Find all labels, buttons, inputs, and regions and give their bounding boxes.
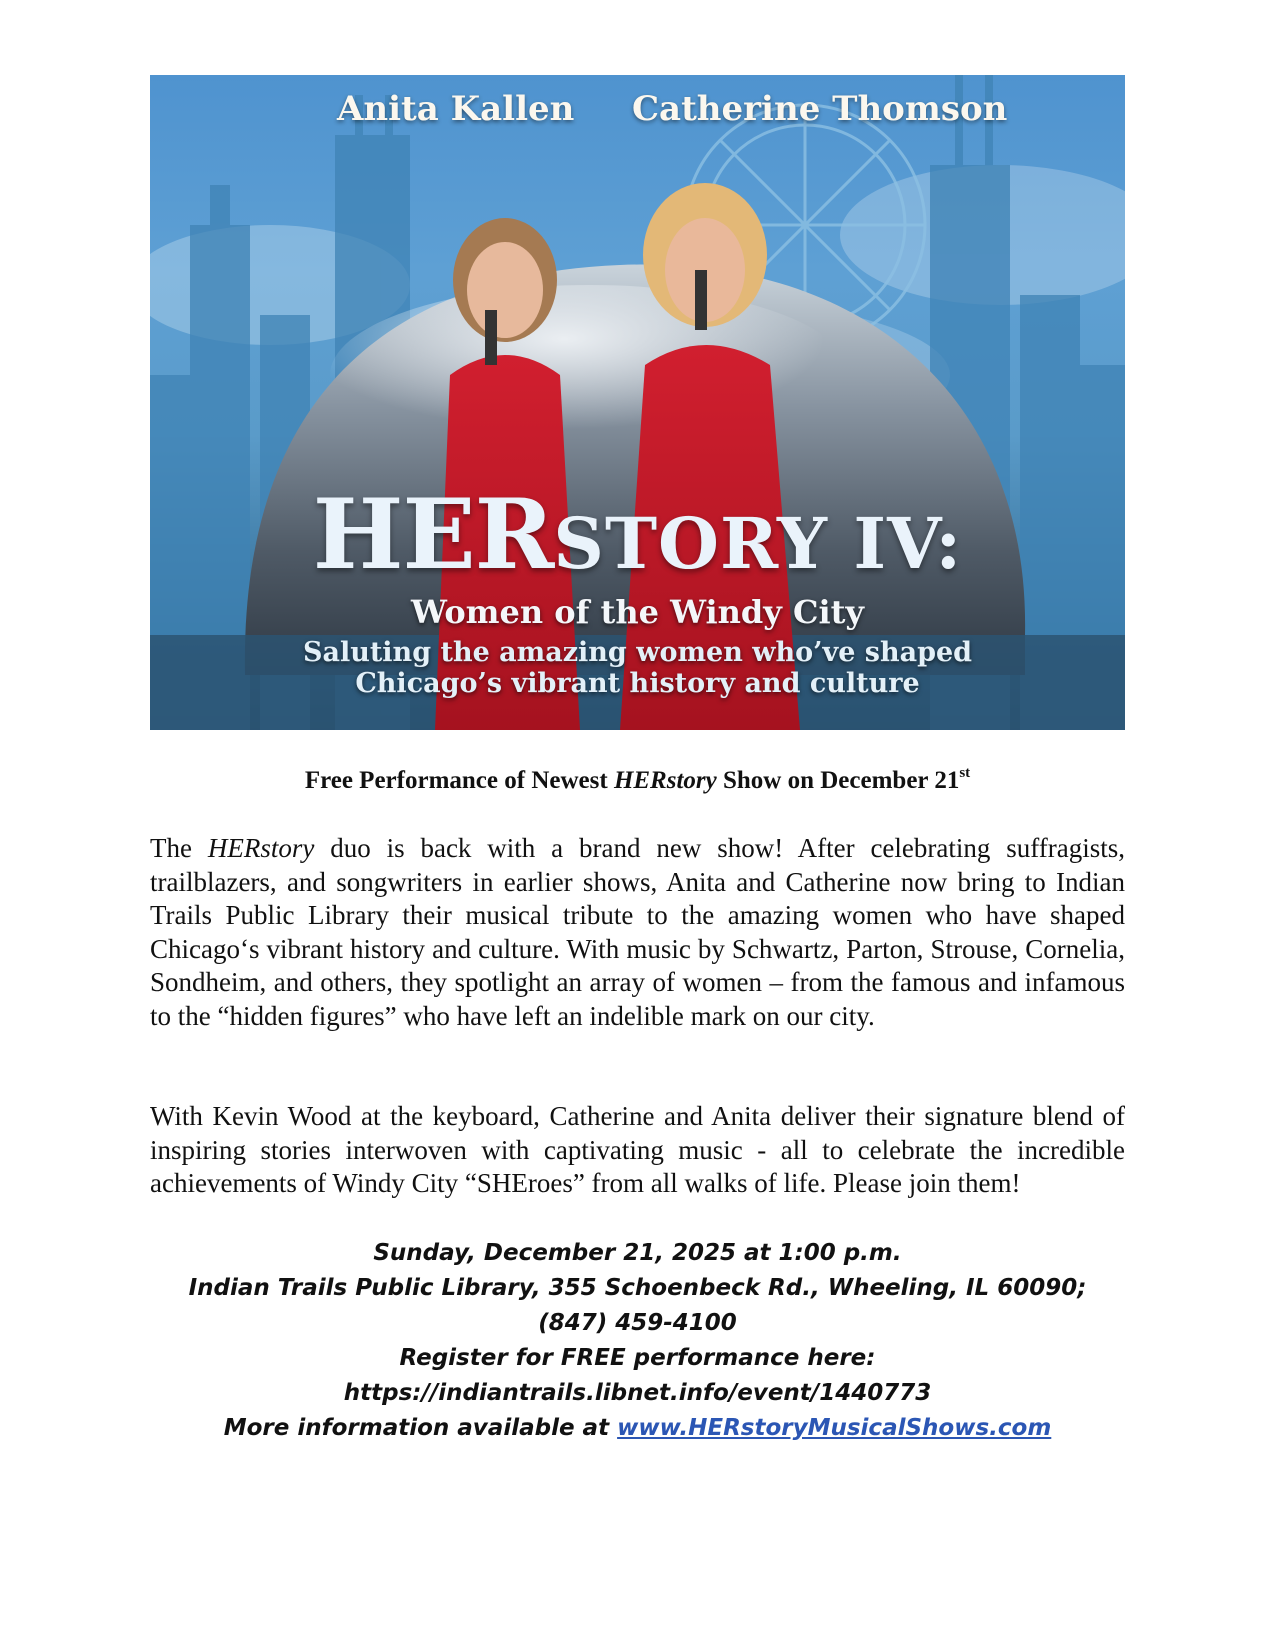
description-paragraph-2: With Kevin Wood at the keyboard, Catherine and Anita deliver their signature blend of inspiring stories interwoven with captivating music - all to celebrate the incredible achievements of Windy City “SHEroes” from all walks of life. Please join them! bbox=[150, 1101, 1125, 1198]
more-info-prefix: More information available at bbox=[223, 1415, 618, 1441]
headline-prefix: Free Performance of Newest bbox=[304, 767, 614, 794]
headline bbox=[150, 767, 1125, 795]
event-details bbox=[150, 1236, 1125, 1446]
description-paragraph-1 bbox=[150, 832, 1125, 1033]
register-label: Register for FREE performance here: bbox=[399, 1345, 876, 1371]
tagline-line-1: Saluting the amazing women who’ve shaped bbox=[302, 637, 973, 668]
tagline-line-2: Chicago’s vibrant history and culture bbox=[355, 668, 920, 699]
performer-left-name: Anita Kallen bbox=[337, 89, 575, 129]
register-url: https://indiantrails.libnet.info/event/1440773 bbox=[343, 1380, 932, 1406]
p1-rest: duo is back with a brand new show! After celebrating suffragists, trailblazers, and songwriters in earlier shows, Anita and Catherine now bring to Indian Trails Public Library their musical tribute to the amazing women who have shaped Chicago‘s vibrant history and culture. With music by Schwartz, Parton, Strouse, Cornelia, Sondheim, and others, they spotlight an array of women – from the famous and infamous to the “hidden figures” who have left an indelible mark on our city. bbox=[150, 833, 1125, 1031]
show-title-rest: STORY IV: bbox=[553, 502, 963, 585]
headline-italic: HERstory bbox=[613, 767, 717, 794]
show-title-her: HER bbox=[312, 478, 554, 591]
website-link[interactable]: www.HERstoryMusicalShows.com bbox=[617, 1415, 1052, 1441]
headline-superscript: st bbox=[959, 765, 971, 781]
performer-right-name: Catherine Thomson bbox=[632, 89, 1008, 129]
p1-prefix: The bbox=[150, 833, 208, 863]
headline-suffix: Show on December 21 bbox=[716, 767, 960, 794]
show-title bbox=[150, 478, 1125, 591]
p1-italic: HERstory bbox=[207, 833, 315, 863]
show-subtitle: Women of the Windy City bbox=[411, 593, 864, 631]
event-phone: (847) 459-4100 bbox=[538, 1310, 737, 1336]
event-venue: Indian Trails Public Library, 355 Schoenbeck Rd., Wheeling, IL 60090; bbox=[188, 1275, 1087, 1301]
more-info-line bbox=[150, 1411, 1125, 1446]
chicago-skyline-illustration bbox=[150, 75, 1125, 730]
event-date: Sunday, December 21, 2025 at 1:00 p.m. bbox=[373, 1240, 902, 1266]
event-poster bbox=[150, 75, 1125, 730]
show-tagline bbox=[150, 637, 1125, 699]
